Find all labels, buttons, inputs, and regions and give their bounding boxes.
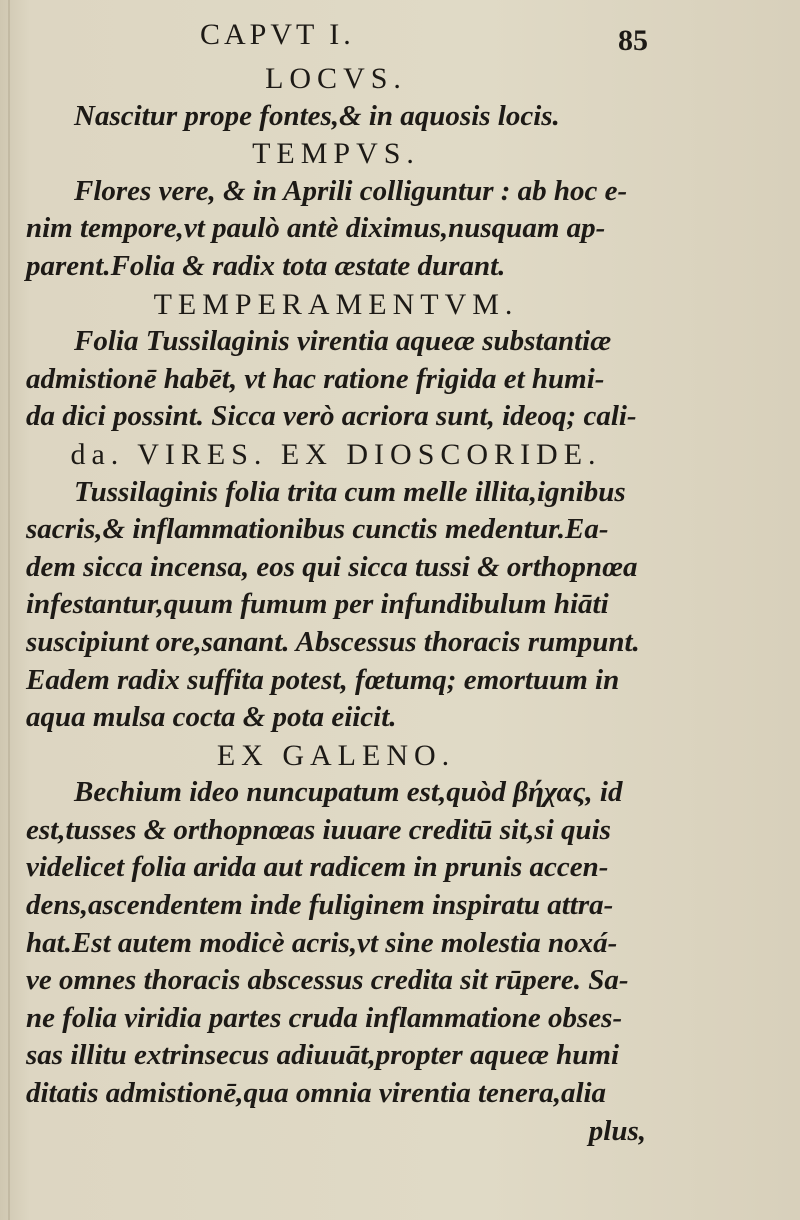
section-heading: da. VIRES. EX DIOSCORIDE. [70,437,602,471]
section-heading: EX GALENO. [216,738,456,772]
text-line: Eadem radix suffita potest, fœtumq; emortuum in [26,663,620,696]
chapter-title: CAPVT I. [200,18,355,51]
text-line: ne folia viridia partes cruda inflammatione obses- [26,1001,623,1034]
text-line: ve omnes thoracis abscessus credita sit rūpere. Sa- [26,964,629,997]
text-line: dens,ascendentem inde fuliginem inspiratu attra- [26,889,614,922]
text-line: nim tempore,vt paulò antè diximus,nusquam ap- [26,212,606,245]
text-line: Folia Tussilaginis virentia aqueæ substantiæ [74,325,612,358]
text-line: hat.Est autem modicè acris,vt sine molestia noxá- [26,926,618,959]
text-line: suscipiunt ore,sanant. Abscessus thoracis rumpunt. [26,625,640,658]
running-head [0,14,800,62]
text-line: Flores vere, & in Aprili colliguntur : ab hoc e- [74,174,628,207]
section-heading: LOCVS. [265,62,407,95]
text-line: da dici possint. Sicca verò acriora sunt, ideoq; cali- [26,400,637,433]
text-line: sacris,& inflammationibus cunctis medentur.Ea- [26,513,609,546]
text-line: Tussilaginis folia trita cum melle illita,ignibus [74,475,626,508]
text-line: dem sicca incensa, eos qui sicca tussi & orthopnœa [26,550,638,583]
page-number: 85 [618,24,648,57]
page-gutter-edge [8,0,10,1220]
text-line: ditatis admistionē,qua omnia virentia tenera,alia [26,1077,607,1110]
text-block [26,60,646,1150]
section-heading: TEMPVS. [252,137,420,171]
text-line: videlicet folia arida aut radicem in prunis accen- [26,851,609,884]
section-heading: TEMPERAMENTVM. [153,287,519,321]
text-line: aqua mulsa cocta & pota eiicit. [26,701,397,734]
text-line: admistionē habēt, vt hac ratione frigida et humi- [26,362,605,395]
text-line: est,tusses & orthopnœas iuuare creditū sit,si quis [26,813,611,846]
text-line: Nascitur prope fontes,& in aquosis locis. [74,99,560,132]
catchword: plus, [588,1114,646,1147]
text-line: sas illitu extrinsecus adiuuāt,propter aqueæ humi [26,1039,620,1072]
text-line: infestantur,quum fumum per infundibulum hiāti [26,588,609,621]
text-line: parent.Folia & radix tota æstate durant. [26,249,506,282]
text-line: Bechium ideo nuncupatum est,quòd βήχας, id [74,776,623,809]
